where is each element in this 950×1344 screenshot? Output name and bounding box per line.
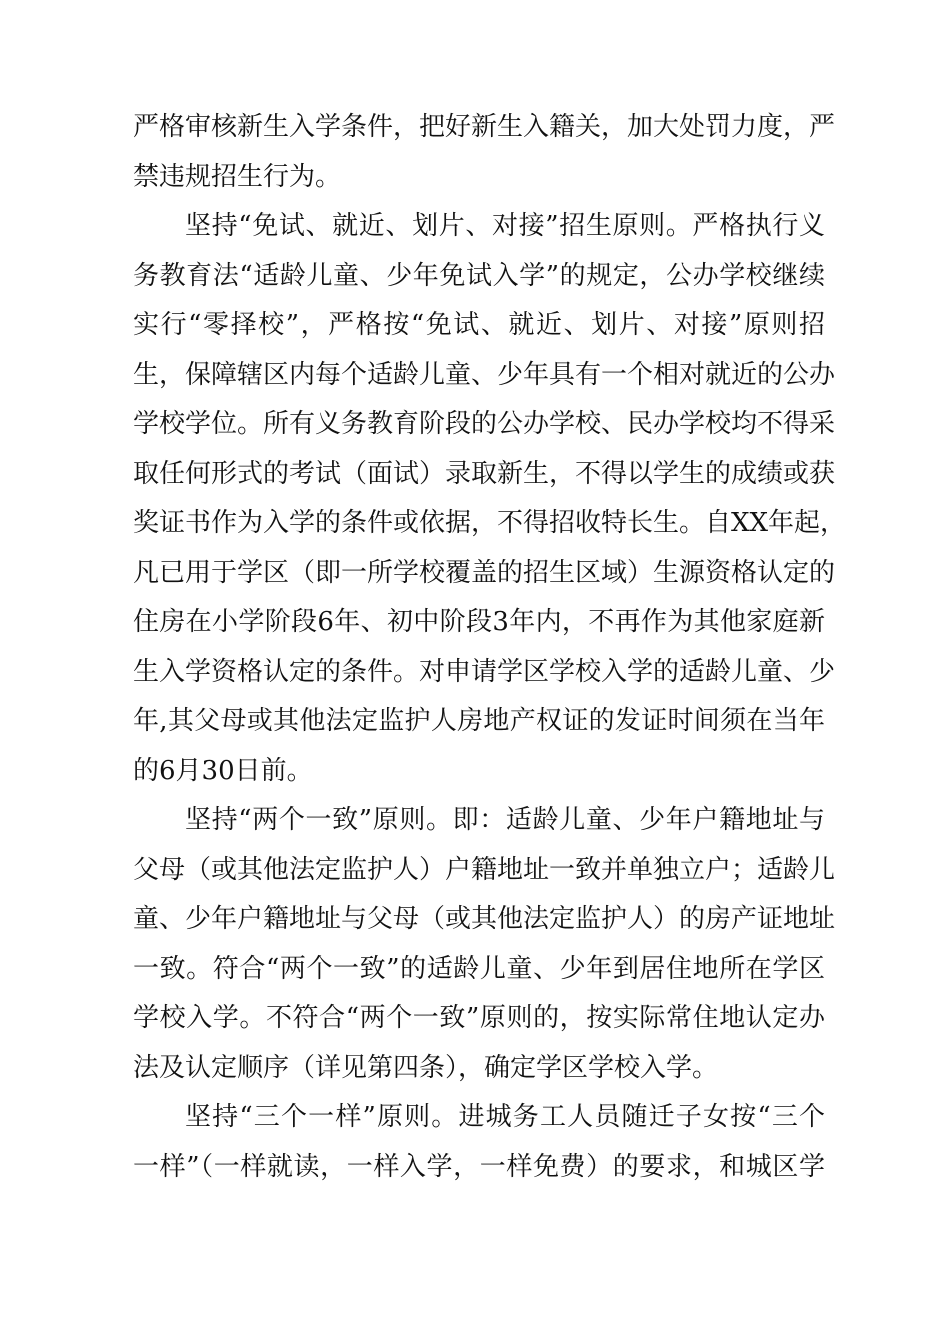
text-line: 坚持“免试、就近、划片、对接”招生原则。严格执行义 — [185, 211, 825, 241]
text-line: 生，保障辖区内每个适龄儿童、少年具有一个相对就近的公办 — [133, 359, 836, 390]
paragraph — [133, 1093, 825, 1192]
text-line: 的6月30日前。 — [133, 755, 313, 786]
text-line: 实行“零择校”，严格按“免试、就近、划片、对接”原则招 — [133, 310, 825, 340]
text-line: 一致。符合“两个一致”的适龄儿童、少年到居住地所在学区 — [133, 953, 825, 984]
text-line: 法及认定顺序（详见第四条），确定学区学校入学。 — [133, 1052, 719, 1083]
text-line: 坚持“三个一样”原则。进城务工人员随迁子女按“三个 — [185, 1102, 825, 1132]
text-line: 住房在小学阶段6年、初中阶段3年内，不再作为其他家庭新 — [133, 607, 825, 637]
text-line: 生入学资格认定的条件。对申请学区学校入学的适龄儿童、少 — [133, 656, 836, 687]
text-line: 严格审核新生入学条件，把好新生入籍关，加大处罚力度，严 — [133, 112, 836, 142]
text-line: 坚持“两个一致”原则。即：适龄儿童、少年户籍地址与 — [185, 805, 825, 835]
document-body — [133, 103, 847, 1192]
text-line: 凡已用于学区（即一所学校覆盖的招生区域）生源资格认定的 — [133, 557, 836, 588]
text-line: 一样”（一样就读，一样入学，一样免费）的要求，和城区学 — [133, 1151, 825, 1182]
paragraph — [133, 796, 836, 1093]
text-line: 年,其父母或其他法定监护人房地产权证的发证时间须在当年 — [133, 706, 825, 736]
text-line: 奖证书作为入学的条件或依据，不得招收特长生。自XX年起， — [133, 508, 847, 538]
text-line: 取任何形式的考试（面试）录取新生，不得以学生的成绩或获 — [133, 458, 836, 489]
text-line: 学校学位。所有义务教育阶段的公办学校、民办学校均不得采 — [133, 409, 836, 439]
text-line: 父母（或其他法定监护人）户籍地址一致并单独立户；适龄儿 — [133, 854, 836, 885]
text-line: 务教育法“适龄儿童、少年免试入学”的规定，公办学校继续 — [133, 260, 825, 291]
paragraph — [133, 202, 847, 796]
paragraph — [133, 103, 836, 202]
text-line: 学校入学。不符合“两个一致”原则的，按实际常住地认定办 — [133, 1003, 825, 1033]
text-line: 童、少年户籍地址与父母（或其他法定监护人）的房产证地址 — [133, 904, 836, 934]
text-line: 禁违规招生行为。 — [133, 161, 342, 192]
